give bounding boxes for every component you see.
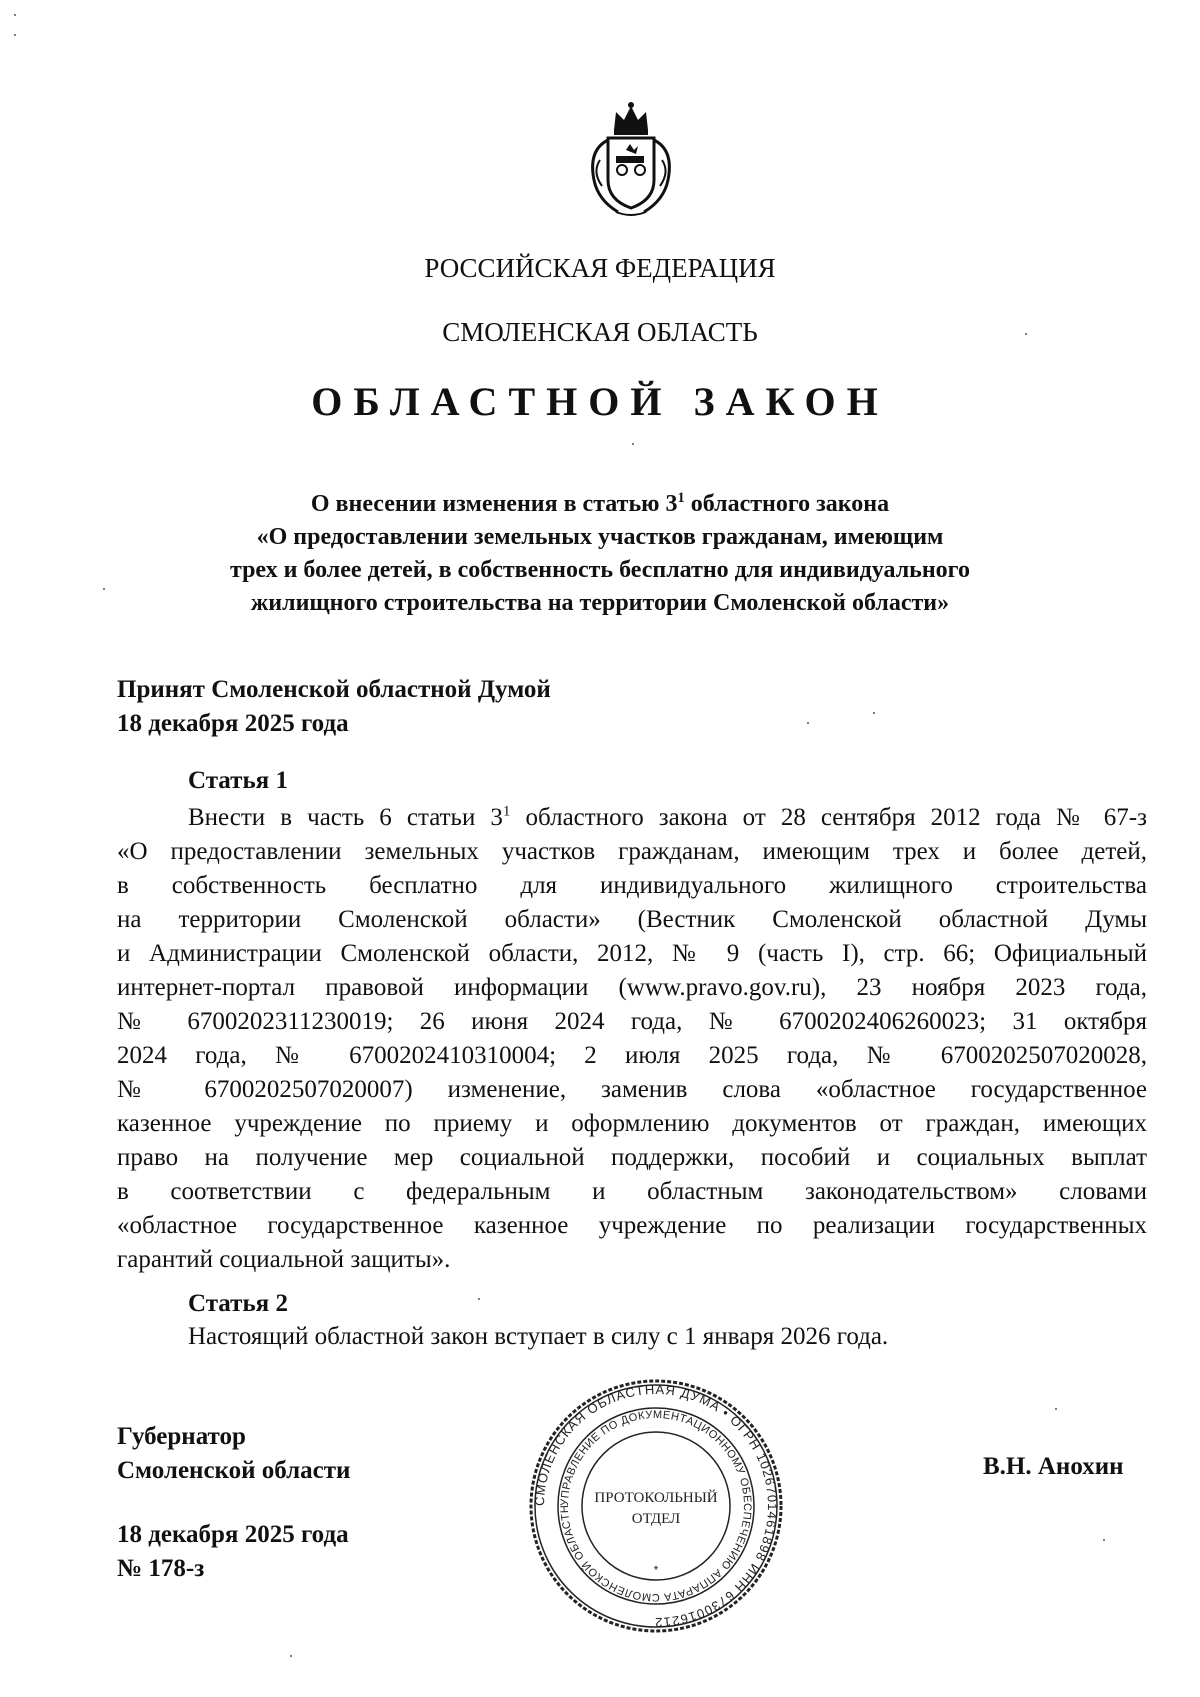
signatory-position-line-2: Смоленской области <box>117 1457 351 1484</box>
law-title-line-2: «О предоставлении земельных участков гражданам, имеющим <box>256 524 944 550</box>
article-1-line: № 6700202507020007) изменение, заменив слова «областное государственное <box>117 1076 1147 1103</box>
law-title-line-3: трех и более детей, в собственность бесплатно для индивидуального <box>230 557 970 583</box>
country-name: РОССИЙСКАЯ ФЕДЕРАЦИЯ <box>424 253 776 283</box>
stamp-inner-text: УПРАВЛЕНИЕ ПО ДОКУМЕНТАЦИОННОМУ ОБЕСПЕЧЕНИЮ АППАРАТА СМОЛЕНСКОЙ ОБЛАСТН <box>558 1408 754 1604</box>
scan-speck <box>1103 1539 1105 1541</box>
scan-speck <box>807 722 809 724</box>
article-1-line: казенное учреждение по приему и оформлению документов от граждан, имеющих <box>117 1110 1147 1137</box>
stamp-center-line-1: ПРОТОКОЛЬНЫЙ <box>594 1490 718 1506</box>
scan-speck <box>478 1298 480 1300</box>
region-name: СМОЛЕНСКАЯ ОБЛАСТЬ <box>442 317 758 347</box>
article-1-line: интернет-портал правовой информации (www.pravo.gov.ru), 23 ноября 2023 года, <box>117 974 1147 1001</box>
law-title <box>0 488 1200 620</box>
law-title-line-4: жилищного строительства на территории Смоленской области» <box>250 590 950 616</box>
article-1-line: «областное государственное казенное учреждение по реализации государственных <box>117 1212 1147 1239</box>
adoption-date: 18 декабря 2025 года <box>117 710 349 737</box>
scan-speck <box>1025 333 1027 335</box>
stamp-outer-text: СМОЛЕНСКАЯ ОБЛАСТНАЯ ДУМА • ОГРН 1026701461898 ИНН 6730016212 <box>531 1381 781 1631</box>
article-1-line: 2024 года, № 6700202410310004; 2 июля 2025 года, № 6700202507020028, <box>117 1042 1147 1069</box>
document-type-heading: ОБЛАСТНОЙ ЗАКОН <box>311 379 889 424</box>
article-1-line: право на получение мер социальной поддержки, пособий и социальных выплат <box>117 1144 1147 1171</box>
scan-speck <box>873 712 875 714</box>
scan-speck <box>290 1655 292 1657</box>
scan-speck <box>14 34 16 36</box>
signatory-position-line-1: Губернатор <box>117 1423 246 1450</box>
article-1-line: гарантий социальной защиты». <box>117 1246 451 1273</box>
law-signing-info <box>117 1518 349 1586</box>
article-1-line: на территории Смоленской области» (Вестник Смоленской областной Думы <box>117 906 1147 933</box>
article-1-body <box>117 801 1147 1277</box>
scan-speck <box>14 14 16 16</box>
official-stamp <box>528 1378 784 1634</box>
scan-speck <box>103 588 105 590</box>
scan-speck <box>632 443 634 445</box>
signatory-position <box>117 1420 350 1488</box>
law-number: № 178-з <box>117 1555 205 1582</box>
law-title-line-1: О внесении изменения в статью $3^1$ областного закона <box>310 490 890 517</box>
article-1-line: в соответствии с федеральным и областным законодательством» словами <box>117 1178 1147 1205</box>
coat-of-arms-emblem <box>578 100 684 218</box>
signing-date: 18 декабря 2025 года <box>117 1521 349 1548</box>
article-2-heading: Статья 2 <box>188 1290 288 1317</box>
article-2-body: Настоящий областной закон вступает в силу с 1 января 2026 года. <box>188 1323 889 1350</box>
article-1-heading: Статья 1 <box>188 767 288 794</box>
article-1-line: Внести в часть 6 статьи $3^1$ областного закона от 28 сентября 2012 года № 67-з <box>188 803 1147 831</box>
article-1-line: № 6700202311230019; 26 июня 2024 года, № 6700202406260023; 31 октября <box>117 1008 1147 1035</box>
scan-speck <box>1055 1408 1057 1410</box>
adoption-info <box>117 673 551 741</box>
signatory-name: В.Н. Анохин <box>983 1453 1124 1480</box>
adoption-body: Принят Смоленской областной Думой <box>117 676 551 703</box>
article-1-line: в собственность бесплатно для индивидуального жилищного строительства <box>117 872 1147 899</box>
stamp-star-icon: * <box>653 1563 659 1577</box>
article-1-line: и Администрации Смоленской области, 2012, № 9 (часть I), стр. 66; Официальный <box>117 940 1147 967</box>
article-1-line: «О предоставлении земельных участков гражданам, имеющим трех и более детей, <box>117 838 1147 865</box>
stamp-center-line-2: ОТДЕЛ <box>631 1511 681 1527</box>
